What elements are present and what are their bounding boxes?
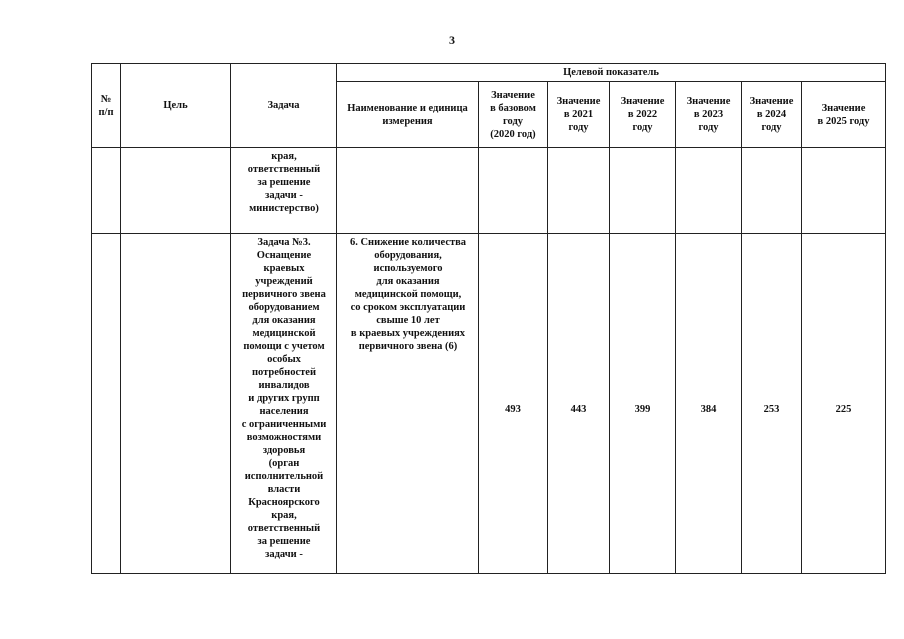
header-2024: Значение в 2024 году [742, 82, 802, 148]
header-row-1 [92, 64, 886, 82]
value-2024: 253 [742, 234, 802, 574]
indicator-6-cell: 6. Снижение количества оборудования, используемого для оказания медицинской помощи, со сроком эксплуатации свыше 10 лет в краевых учреждениях первичного звена (6) [337, 234, 479, 574]
header-base-2020: Значение в базовом году (2020 год) [479, 82, 548, 148]
header-name-unit: Наименование и единица измерения [337, 82, 479, 148]
header-goal: Цель [121, 64, 231, 148]
cell-goal-empty [121, 148, 231, 234]
header-2022: Значение в 2022 году [610, 82, 676, 148]
header-2021: Значение в 2021 году [548, 82, 610, 148]
header-target-indicator: Целевой показатель [337, 64, 886, 82]
cell-2024-empty [742, 148, 802, 234]
indicators-table [91, 63, 886, 574]
cell-2023-empty [676, 148, 742, 234]
cell-2025-empty [802, 148, 886, 234]
header-2023: Значение в 2023 году [676, 82, 742, 148]
header-num: № п/п [92, 64, 121, 148]
table-row [92, 234, 886, 574]
value-2022: 399 [610, 234, 676, 574]
value-2023: 384 [676, 234, 742, 574]
cell-num-empty [92, 234, 121, 574]
cell-num-empty [92, 148, 121, 234]
cell-base-empty [479, 148, 548, 234]
cell-2021-empty [548, 148, 610, 234]
header-2025: Значение в 2025 году [802, 82, 886, 148]
value-2025: 225 [802, 234, 886, 574]
header-task: Задача [231, 64, 337, 148]
value-2021: 443 [548, 234, 610, 574]
task-continuation-cell: края, ответственный за решение задачи - министерство) [231, 148, 337, 234]
table-row [92, 148, 886, 234]
task-3-cell: Задача №3. Оснащение краевых учреждений первичного звена оборудованием для оказания медицинской помощи с учетом особых потребностей инвалидов и других групп населения с ограниченными возможностями здоровья (орган исполнительной власти Красноярского края, ответственный за решение задачи - [231, 234, 337, 574]
page-number: 3 [449, 33, 455, 47]
cell-goal-empty [121, 234, 231, 574]
cell-indicator-empty [337, 148, 479, 234]
value-base-2020: 493 [479, 234, 548, 574]
cell-2022-empty [610, 148, 676, 234]
